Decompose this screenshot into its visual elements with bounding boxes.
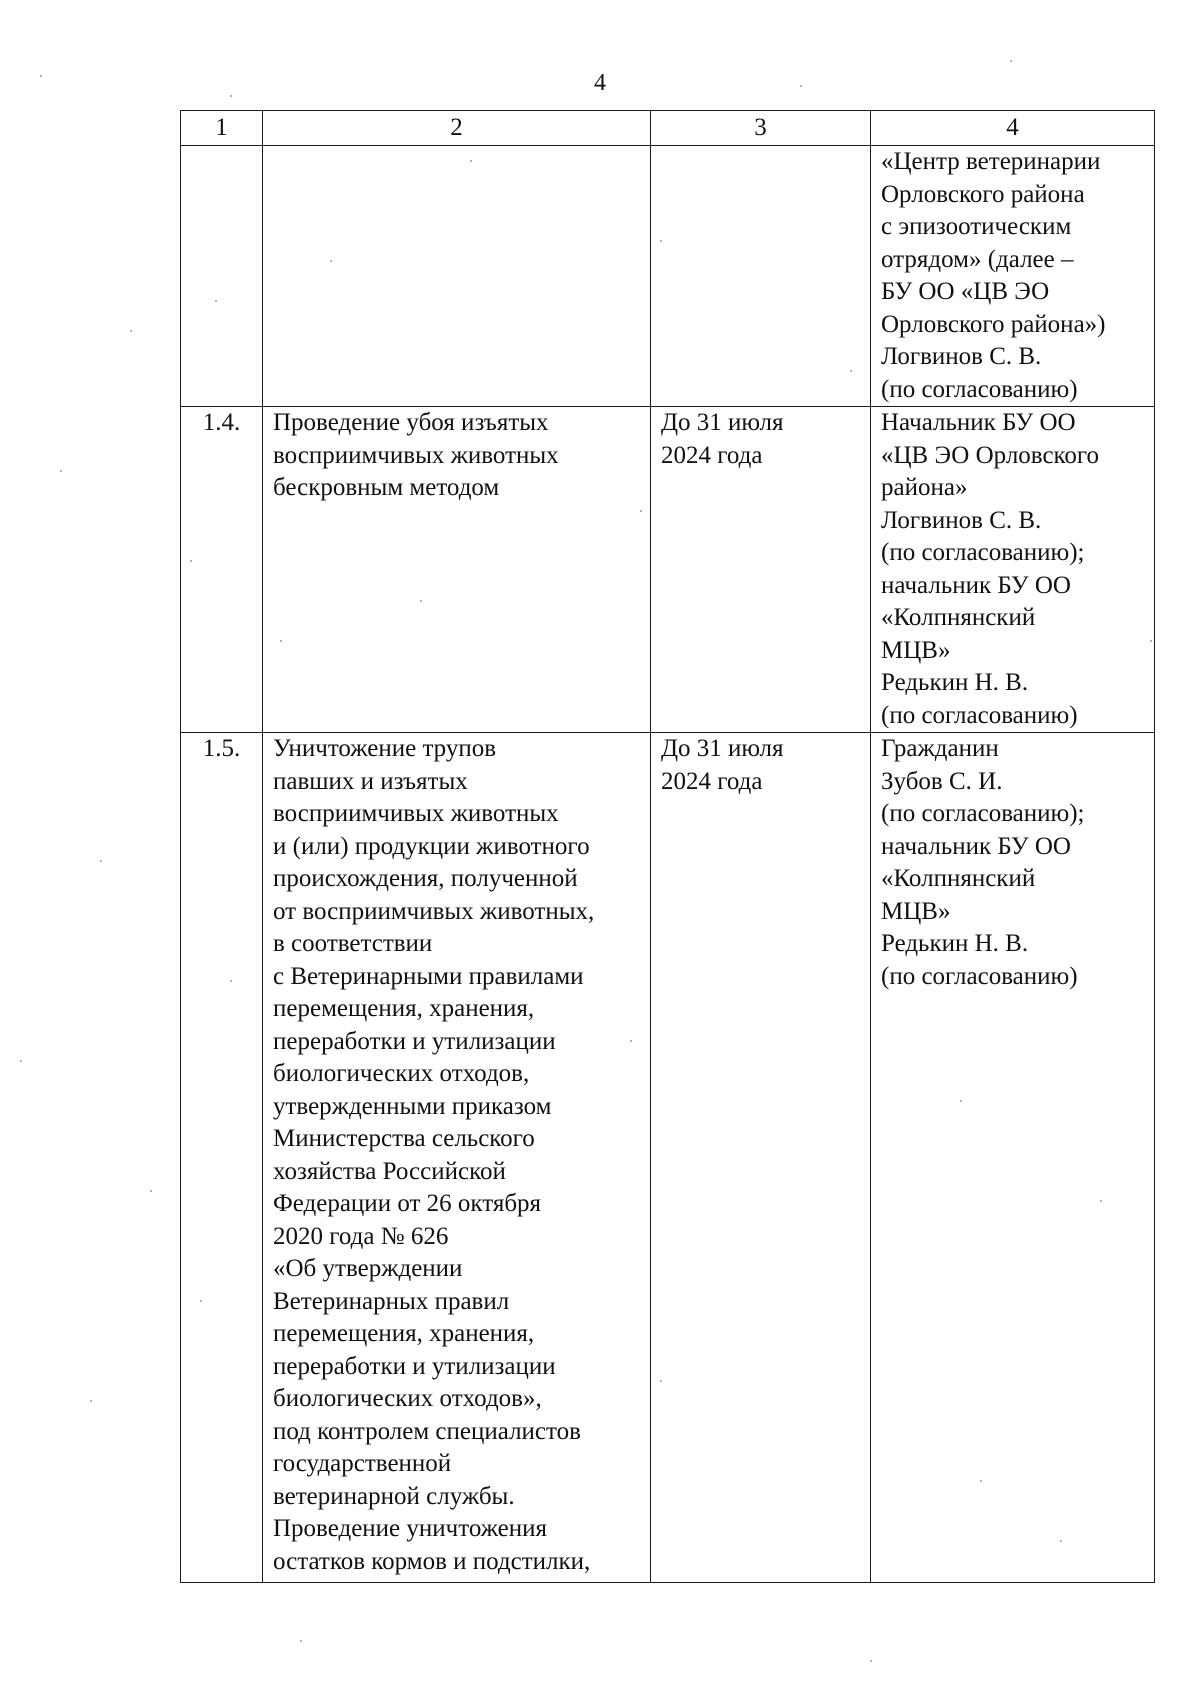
action-line: Ветеринарных правил — [273, 1287, 510, 1315]
action-line: переработки и утилизации — [273, 1027, 556, 1055]
responsible-line: БУ ОО «ЦВ ЭО — [881, 278, 1050, 305]
scan-speck — [330, 260, 332, 262]
action-line: «Об утверждении — [273, 1255, 463, 1282]
action-line: 2020 года № 626 — [273, 1222, 449, 1250]
action-cell — [263, 146, 651, 407]
table-row — [181, 146, 1155, 407]
scan-speck — [640, 510, 642, 512]
action-line: остатков кормов и подстилки, — [273, 1547, 591, 1575]
action-line: государственной — [273, 1450, 452, 1477]
scan-speck — [980, 1480, 982, 1482]
responsible-line: Редькин Н. В. — [881, 930, 1029, 957]
scan-speck — [60, 470, 62, 472]
scan-speck — [960, 1100, 962, 1102]
action-line: в соответствии — [273, 930, 433, 957]
action-line: перемещения, хранения, — [273, 995, 535, 1022]
action-cell — [263, 407, 651, 733]
scan-speck — [420, 600, 422, 602]
responsible-line: «Колпнянский — [881, 865, 1036, 892]
action-line: восприимчивых животных — [273, 441, 559, 469]
responsible-line: Орловского района») — [881, 310, 1106, 338]
action-line: Министерства сельского — [273, 1125, 535, 1152]
action-line: перемещения, хранения, — [273, 1320, 535, 1347]
responsible-line: с эпизоотическим — [881, 213, 1072, 240]
action-line: павших и изъятых — [273, 767, 468, 795]
responsible-line: (по согласованию) — [881, 375, 1078, 403]
action-cell — [263, 733, 651, 1583]
column-header-2: 2 — [263, 111, 651, 146]
scan-speck — [150, 1190, 152, 1192]
responsible-line: «Колпнянский — [881, 604, 1036, 631]
responsible-line: Зубов С. И. — [881, 767, 1003, 795]
responsible-line: «Центр ветеринарии — [881, 148, 1101, 175]
table-row — [181, 407, 1155, 733]
scan-speck — [660, 240, 662, 242]
scan-speck — [190, 560, 192, 562]
action-line: ветеринарной службы. — [273, 1482, 515, 1510]
responsible-line: (по согласованию); — [881, 800, 1085, 827]
action-line: происхождения, полученной — [273, 865, 578, 892]
action-line: с Ветеринарными правилами — [273, 962, 584, 990]
scan-speck — [630, 1040, 632, 1042]
page-number: 4 — [594, 70, 606, 96]
column-header-4: 4 — [871, 111, 1155, 146]
action-line: хозяйства Российской — [273, 1157, 506, 1185]
responsible-line: (по согласованию) — [881, 701, 1078, 729]
action-line: под контролем специалистов — [273, 1417, 581, 1445]
action-line: биологических отходов», — [273, 1385, 542, 1412]
responsible-line: начальник БУ ОО — [881, 832, 1071, 860]
action-line: Проведение уничтожения — [273, 1515, 547, 1542]
deadline-cell — [651, 407, 871, 733]
scan-speck — [215, 300, 217, 302]
action-line: восприимчивых животных — [273, 800, 559, 827]
action-line: утвержденными приказом — [273, 1092, 552, 1120]
scan-speck — [850, 370, 852, 372]
responsible-line: Орловского района — [881, 180, 1085, 208]
action-line: бескровным методом — [273, 474, 500, 501]
scan-speck — [20, 1060, 22, 1062]
scan-speck — [90, 1400, 92, 1402]
responsible-line: (по согласованию); — [881, 539, 1085, 566]
scan-speck — [40, 75, 42, 77]
responsible-line: района» — [881, 474, 968, 501]
responsible-line: Редькин Н. В. — [881, 669, 1029, 696]
scan-speck — [800, 85, 802, 87]
scan-speck — [870, 1660, 872, 1662]
responsible-line: Логвинов С. В. — [881, 506, 1042, 534]
deadline-line: 2024 года — [661, 441, 763, 469]
responsible-cell — [871, 146, 1155, 407]
responsible-line: начальник БУ ОО — [881, 571, 1071, 599]
scan-speck — [230, 95, 232, 97]
responsible-line: МЦВ» — [881, 897, 951, 925]
scan-speck — [200, 1300, 202, 1302]
deadline-line: До 31 июля — [661, 735, 784, 762]
responsible-line: Начальник БУ ОО — [881, 409, 1076, 436]
table-row — [181, 733, 1155, 1583]
action-line: от восприимчивых животных, — [273, 897, 595, 925]
action-line: переработки и утилизации — [273, 1352, 556, 1380]
responsible-cell — [871, 407, 1155, 733]
action-line: и (или) продукции животного — [273, 832, 590, 860]
deadline-line: 2024 года — [661, 767, 763, 795]
action-line: Федерации от 26 октября — [273, 1190, 542, 1217]
row-number — [181, 146, 263, 407]
plan-table — [180, 110, 1155, 1583]
responsible-line: «ЦВ ЭО Орловского — [881, 441, 1100, 469]
scan-speck — [230, 980, 232, 982]
deadline-line: До 31 июля — [661, 409, 784, 436]
scan-speck — [1100, 1200, 1102, 1202]
row-number: 1.5. — [181, 733, 263, 1583]
action-line: Проведение убоя изъятых — [273, 409, 549, 436]
scan-speck — [300, 1640, 302, 1642]
scan-speck — [100, 860, 102, 862]
action-line: биологических отходов, — [273, 1060, 530, 1087]
table-header-row — [181, 111, 1155, 146]
scan-speck — [1010, 60, 1012, 62]
deadline-cell — [651, 146, 871, 407]
scan-speck — [130, 330, 132, 332]
deadline-cell — [651, 733, 871, 1583]
scan-speck — [280, 640, 282, 642]
responsible-line: (по согласованию) — [881, 962, 1078, 990]
scan-speck — [660, 1380, 662, 1382]
scan-speck — [470, 160, 472, 162]
action-line: Уничтожение трупов — [273, 735, 497, 762]
row-number: 1.4. — [181, 407, 263, 733]
responsible-line: МЦВ» — [881, 636, 951, 664]
responsible-line: Гражданин — [881, 735, 999, 762]
scan-speck — [1150, 640, 1152, 642]
responsible-line: Логвинов С. В. — [881, 343, 1042, 370]
column-header-3: 3 — [651, 111, 871, 146]
scan-speck — [1060, 1540, 1062, 1542]
responsible-line: отрядом» (далее – — [881, 245, 1074, 273]
column-header-1: 1 — [181, 111, 263, 146]
responsible-cell — [871, 733, 1155, 1583]
